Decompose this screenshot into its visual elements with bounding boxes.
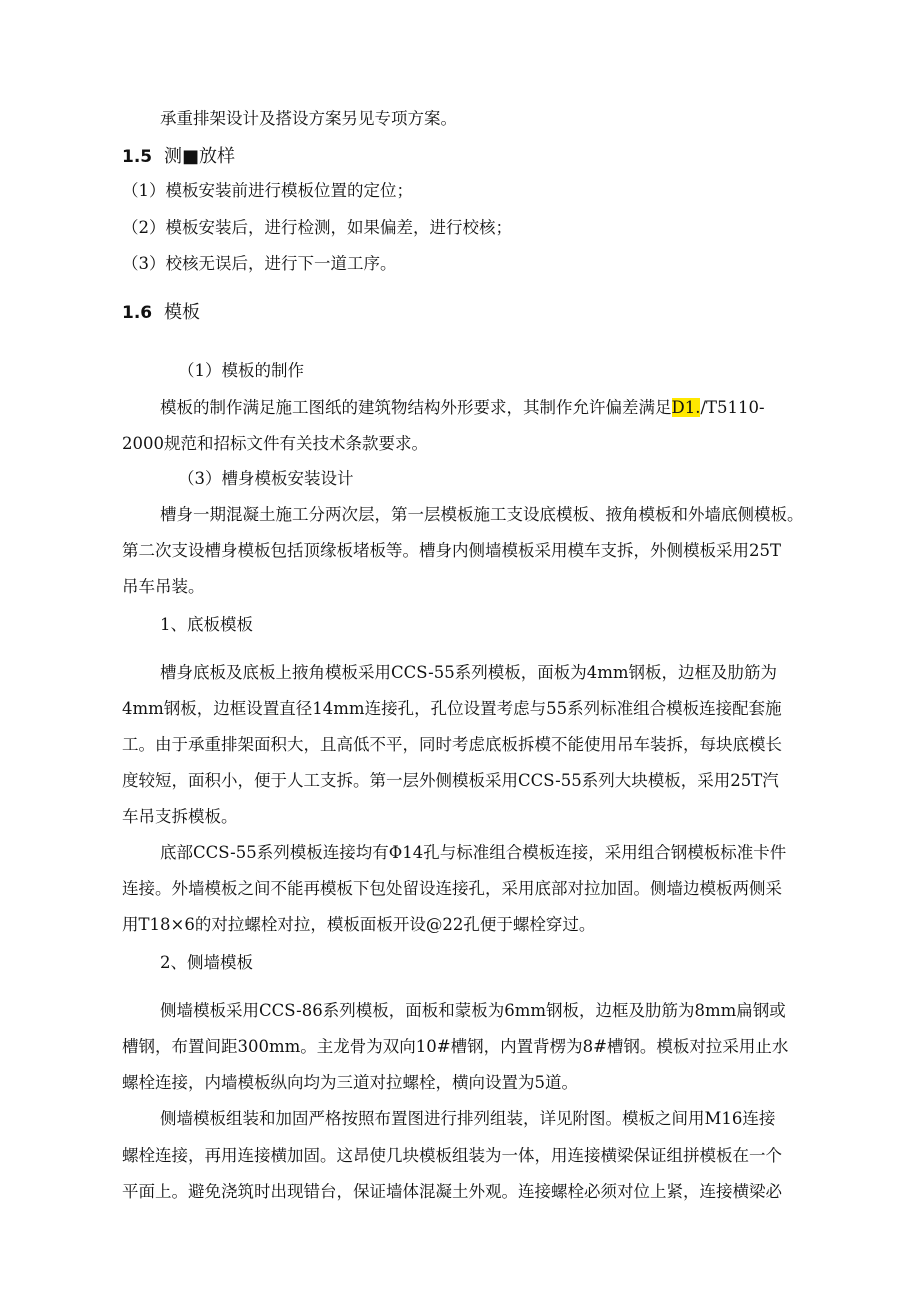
- paragraph-line: 侧墙模板采用CCS-86系列模板，面板和蒙板为6mm钢板，边框及肋筋为8mm扁钢或: [160, 1001, 786, 1020]
- paragraph-line: 2000规范和招标文件有关技术条款要求。: [122, 434, 428, 453]
- section-heading-1-5: [122, 146, 235, 168]
- subheading: 1、底板模板: [160, 615, 253, 634]
- section-number: 1.6: [122, 303, 153, 323]
- section-number: 1.5: [122, 147, 153, 167]
- list-item: （1）模板安装前进行模板位置的定位；: [122, 181, 413, 200]
- section-title: 模板: [164, 302, 200, 323]
- subheading: （1）模板的制作: [178, 361, 304, 380]
- subheading: 2、侧墙模板: [160, 953, 253, 972]
- paragraph-line: 槽身一期混凝土施工分两次层，第一层模板施工支设底模板、掖角模板和外墙底侧模板。: [160, 505, 804, 524]
- paragraph-line: [160, 397, 765, 419]
- paragraph-line: 底部CCS-55系列模板连接均有Φ14孔与标准组合模板连接，采用组合钢模板标准卡件: [160, 843, 787, 862]
- paragraph-line: 平面上。避免浇筑时出现错台，保证墙体混凝土外观。连接螺栓必须对位上紧，连接横梁必: [122, 1182, 782, 1201]
- paragraph-line: 侧墙模板组装和加固严格按照布置图进行排列组装，详见附图。模板之间用M16连接: [160, 1109, 776, 1128]
- paragraph-line: 吊车吊装。: [122, 577, 205, 596]
- section-title: 测■放样: [164, 146, 236, 167]
- paragraph-line: 槽钢，布置间距300mm。主龙骨为双向10#槽钢，内置背楞为8#槽钢。模板对拉采用止水: [122, 1037, 789, 1056]
- paragraph-line: 4mm钢板，边框设置直径14mm连接孔，孔位设置考虑与55系列标准组合模板连接配套施: [122, 699, 782, 718]
- paragraph-line: 第二次支设槽身模板包括顶缘板堵板等。槽身内侧墙模板采用模车支拆，外侧模板采用25T: [122, 541, 782, 560]
- paragraph-line: 螺栓连接，再用连接横加固。这昂使几块模板组装为一体，用连接横梁保证组拼模板在一个: [122, 1146, 782, 1165]
- paragraph-line: 槽身底板及底板上掖角模板采用CCS-55系列模板，面板为4mm钢板，边框及肋筋为: [160, 663, 778, 682]
- paragraph-line: 车吊支拆模板。: [122, 807, 238, 826]
- text-span: 模板的制作满足施工图纸的建筑物结构外形要求，其制作允许偏差满足: [160, 398, 672, 417]
- section-heading-1-6: [122, 302, 200, 324]
- paragraph-line: 工。由于承重排架面积大，且高低不平，同时考虑底板拆模不能使用吊车装拆，每块底模长: [122, 735, 782, 754]
- text-span: /T5110-: [700, 398, 765, 417]
- paragraph-line: 承重排架设计及搭设方案另见专项方案。: [160, 109, 457, 128]
- paragraph-line: 连接。外墙模板之间不能再模板下包处留设连接孔，采用底部对拉加固。侧墙边模板两侧采: [122, 879, 782, 898]
- paragraph-line: 用T18×6的对拉螺栓对拉，模板面板开设@22孔便于螺栓穿过。: [122, 915, 596, 934]
- subheading: （3）槽身模板安装设计: [178, 469, 354, 488]
- list-item: （3）校核无误后，进行下一道工序。: [122, 254, 397, 273]
- paragraph-line: 度较短，面积小，便于人工支拆。第一层外侧模板采用CCS-55系列大块模板，采用25T汽: [122, 771, 779, 790]
- highlighted-text: D1.: [671, 398, 701, 417]
- paragraph-line: 螺栓连接，内墙模板纵向均为三道对拉螺栓，横向设置为5道。: [122, 1073, 578, 1092]
- list-item: （2）模板安装后，进行检测，如果偏差，进行校核；: [122, 218, 512, 237]
